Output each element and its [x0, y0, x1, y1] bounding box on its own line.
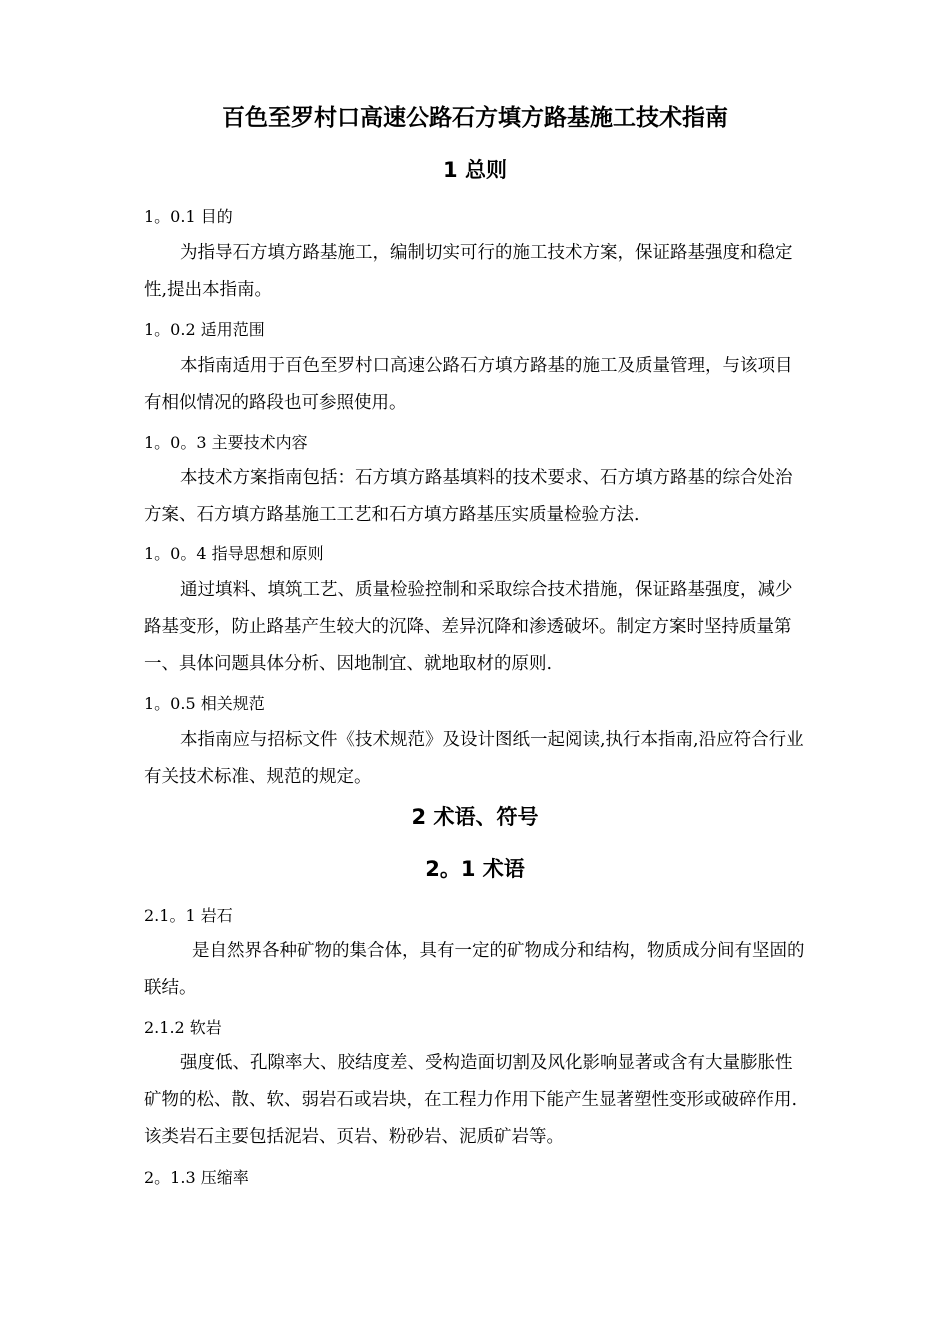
- section-2-1-2-heading: 2.1.2 软岩: [144, 1018, 222, 1037]
- section-2-1-1-text: 是自然界各种矿物的集合体，具有一定的矿物成分和结构，物质成分间有坚固的联结。: [144, 941, 805, 998]
- section-1-0-5-text: 本指南应与招标文件《技术规范》及设计图纸一起阅读,执行本指南,沿应符合行业有关技术标准、规范的规定。: [144, 730, 804, 787]
- section-2-1-1-heading: 2.1。1 岩石: [144, 906, 233, 925]
- section-1-0-1-heading: 1。0.1 目的: [144, 207, 233, 226]
- section-1-0-4-heading: 1。0。4 指导思想和原则: [144, 544, 324, 563]
- section-1-0-5-heading: 1。0.5 相关规范: [144, 694, 265, 713]
- section-1-0-2-text: 本指南适用于百色至罗村口高速公路石方填方路基的施工及质量管理，与该项目有相似情况的路段也可参照使用。: [144, 356, 793, 413]
- section-1-0-3-text: 本技术方案指南包括：石方填方路基填料的技术要求、石方填方路基的综合处治方案、石方填方路基施工工艺和石方填方路基压实质量检验方法.: [144, 468, 793, 525]
- section-2-heading: 2 术语、符号: [411, 805, 539, 829]
- section-1-0-4-text: 通过填料、填筑工艺、质量检验控制和采取综合技术措施，保证路基强度，减少路基变形，防止路基产生较大的沉降、差异沉降和渗透破坏。制定方案时坚持质量第一、具体问题具体分析、因地制宜、就地取材的原则.: [144, 580, 793, 674]
- section-1-0-1-text: 为指导石方填方路基施工，编制切实可行的施工技术方案，保证路基强度和稳定性,提出本指南。: [144, 243, 793, 300]
- section-1-heading: 1 总则: [443, 158, 507, 182]
- section-1-0-3-heading: 1。0。3 主要技术内容: [144, 433, 308, 452]
- section-2-1-2-text: 强度低、孔隙率大、胶结度差、受构造面切割及风化影响显著或含有大量膨胀性矿物的松、散、软、弱岩石或岩块，在工程力作用下能产生显著塑性变形或破碎作用.该类岩石主要包括泥岩、页岩、粉砂岩、泥质矿岩等。: [144, 1053, 798, 1147]
- section-1-0-2-heading: 1。0.2 适用范围: [144, 320, 265, 339]
- document-title: 百色至罗村口高速公路石方填方路基施工技术指南: [222, 105, 728, 131]
- section-2-1-3-heading: 2。1.3 压缩率: [144, 1168, 249, 1187]
- section-2-1-heading: 2。1 术语: [425, 857, 525, 881]
